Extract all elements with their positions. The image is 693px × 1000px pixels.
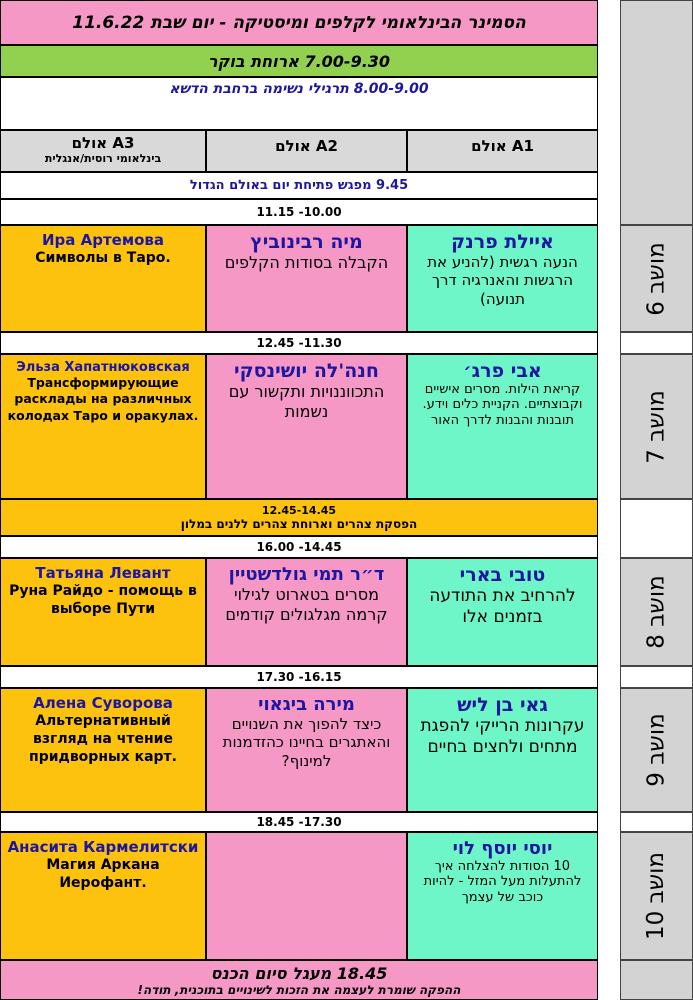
hall-a2-header <box>206 130 407 172</box>
session-7-a2 <box>206 354 407 499</box>
session-7-time-row <box>0 332 598 354</box>
hall-a3-header <box>0 130 206 172</box>
lecture-title: הנעה רגשית (להניע את הרגשות והאנרגיה דרך תנועה) <box>427 253 578 308</box>
lunch-row <box>0 499 598 536</box>
session-8-a1 <box>407 558 598 666</box>
session-6-time-row <box>0 199 598 225</box>
session-7-a1 <box>407 354 598 499</box>
lecture-title: Альтернативный взгляд на чтение придворных карт. <box>29 713 177 766</box>
lecture-title: Руна Райдо - помощь в выборе Пути <box>9 583 197 618</box>
speaker-name: Эльза Хапатнюковская <box>16 360 190 375</box>
session-6-a2 <box>206 225 407 332</box>
session-8-label: מושב 8 <box>643 575 670 649</box>
session-8-label-cell <box>620 558 693 666</box>
breakfast-text: 7.00-9.30 ארוחת בוקר <box>207 51 391 71</box>
session-9-label-cell <box>620 688 693 812</box>
session-9-time: 16.15- 17.30 <box>256 670 342 684</box>
session-10-a3 <box>0 832 206 960</box>
speaker-name: מיה רבינוביץ <box>250 231 363 253</box>
session-8-time-row <box>0 536 598 558</box>
lecture-title: הקבלה בסודות הקלפים <box>224 253 389 272</box>
session-7-a3 <box>0 354 206 499</box>
opening-row <box>0 172 598 199</box>
session-6-a1 <box>407 225 598 332</box>
hall-a1-label: אולם A1 <box>471 137 534 155</box>
lunch-time: 12.45-14.45 <box>261 504 337 517</box>
speaker-name: Алена Суворова <box>33 694 173 712</box>
lecture-title: Трансформирующие расклады на различных колодах Таро и оракулах. <box>7 375 199 423</box>
side-gap <box>620 499 693 558</box>
speaker-name: גאי בן ליש <box>457 694 548 716</box>
lecture-title: 10 הסודות להצלחה איך להתעלות מעל המזל - להיות כוכב של עצמך <box>423 859 582 905</box>
session-9-time-row <box>0 666 598 688</box>
session-8-a3 <box>0 558 206 666</box>
session-8-time: 14.45- 16.00 <box>256 540 342 554</box>
breathing-row <box>0 77 598 130</box>
session-7-label: מושב 7 <box>643 389 670 464</box>
page-title: הסמינר הבינלאומי לקלפים ומיסטיקה - יום שבת 11.6.22 <box>72 12 526 33</box>
speaker-name: ד״ר תמי גולדשטיין <box>228 564 385 585</box>
breakfast-row <box>0 45 598 77</box>
lecture-title: כיצד להפוך את השנויים והאתגרים בחיינו כהזדמנות למינוף? <box>222 715 391 770</box>
session-6-a3 <box>0 225 206 332</box>
session-6-label: מושב 6 <box>643 241 670 316</box>
opening-text: 9.45 מפגש פתיחת יום באולם הגדול <box>189 178 409 193</box>
hall-a3-label: אולם A3 <box>71 134 135 152</box>
session-10-a2 <box>206 832 407 960</box>
speaker-name: מירה ביגאוי <box>258 694 355 715</box>
session-10-a1 <box>407 832 598 960</box>
session-9-a2 <box>206 688 407 812</box>
session-9-a1 <box>407 688 598 812</box>
session-6-label-cell <box>620 225 693 332</box>
session-10-time: 17.30- 18.45 <box>256 815 342 829</box>
lecture-title: Магия Аркана Иерофант. <box>46 857 160 892</box>
hall-a2-label: אולם A2 <box>275 137 338 155</box>
session-6-time: 10.00- 11.15 <box>256 205 342 219</box>
speaker-name: חנה'לה יושינסקי <box>234 360 379 382</box>
speaker-name: טובי בארי <box>459 564 546 586</box>
breathing-text: 8.00-9.00 תרגילי נשימה ברחבת הדשא <box>169 81 429 97</box>
side-gap <box>620 332 693 354</box>
side-footer-block <box>620 960 693 1000</box>
closing-row <box>0 960 598 1000</box>
session-10-label: מושב 10 <box>643 851 670 941</box>
closing-note: ההפקה שומרת לעצמה את הזכות לשינויים בתוכנית, תודה! <box>137 982 461 997</box>
lecture-title: Символы в Таро. <box>35 250 171 266</box>
speaker-name: איילת פרנק <box>451 231 554 253</box>
page-title-row <box>0 0 598 45</box>
side-gap <box>620 666 693 688</box>
session-10-time-row <box>0 812 598 832</box>
speaker-name: אבי פרג׳ <box>463 360 542 382</box>
session-7-label-cell <box>620 354 693 499</box>
session-10-label-cell <box>620 832 693 960</box>
lecture-title: מסרים בטארוט לגילוי קרמה מגלגולים קודמים <box>225 585 388 624</box>
side-header-block <box>620 0 693 225</box>
closing-title: 18.45 מעגל סיום הכנס <box>210 963 388 983</box>
session-9-label: מושב 9 <box>643 713 670 787</box>
lunch-text: הפסקת צהרים וארוחת צהרים ללנים במלון <box>180 517 418 531</box>
lecture-title: קריאת הילות. מסרים אישיים וקבוצתיים. הקניית כלים וידע. תובנות והבנות לדרך האור <box>422 382 583 428</box>
lecture-title: להרחיב את התודעה בזמנים אלו <box>429 586 576 627</box>
hall-a1-header <box>407 130 598 172</box>
session-8-a2 <box>206 558 407 666</box>
lecture-title: התכווננויות ותקשור עם נשמות <box>228 382 385 421</box>
speaker-name: Ира Артемова <box>41 231 165 249</box>
speaker-name: Татьяна Левант <box>35 564 171 582</box>
session-7-time: 11.30- 12.45 <box>256 336 342 350</box>
side-gap <box>620 812 693 832</box>
hall-a3-sub: בינלאומי רוסית/אנגלית <box>44 152 162 165</box>
speaker-name: יוסי יוסף לוי <box>452 838 553 859</box>
lecture-title: עקרונות הרייקי להפגת מתחים ולחצים בחיים <box>420 716 585 757</box>
speaker-name: Анасита Кармелитски <box>7 838 199 856</box>
session-9-a3 <box>0 688 206 812</box>
